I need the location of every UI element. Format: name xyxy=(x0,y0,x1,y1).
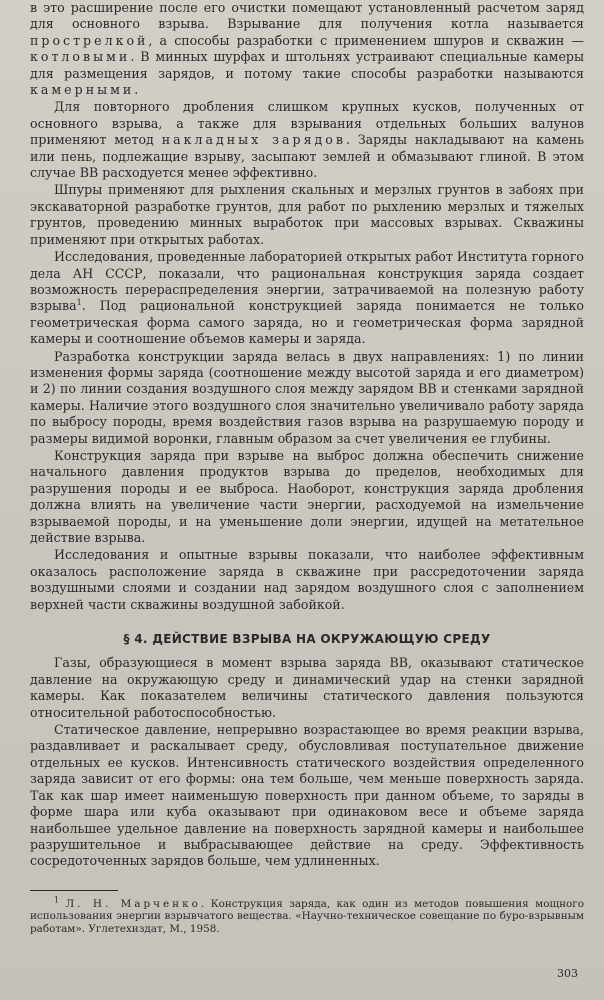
body-text xyxy=(30,0,584,870)
text-run: . Под рациональной конструкцией заряда понимается не только геометрическая форма самого заряда, но и геометрическая форма зарядной камеры и соотношение объемов камеры и заряда. xyxy=(30,298,584,347)
paragraph xyxy=(30,547,584,613)
section-paragraph-list xyxy=(30,655,584,869)
footnote-divider xyxy=(30,890,118,891)
text-run: Разработка конструкции заряда велась в двух направлениях: 1) по линии изменения формы заряда (соотношение между высотой заряда и его диаметром) и 2) по линии создания воздушного слоя между зарядом ВВ и стенками зарядной камеры. Наличие этого воздушного слоя значительно увеличивало работу заряда по выбросу породы, время воздействия газов взрыва на разрушаемую породу и размеры видимой воронки, главным образом за счет увеличения ее глубины. xyxy=(30,348,584,446)
paragraph xyxy=(30,182,584,248)
text-run: в это расширение после его очистки помещают установленный расчетом заряд для основного взрыва. Взрывание для получения котла называется xyxy=(30,0,584,32)
text-run: . Конструкция заряда, как один из методов повышения мощного использования энергии взрывчатого вещества. «Научно-техническое совещание по буро-взрывным работам». Углетехиздат, М., 1958. xyxy=(30,897,585,935)
paragraph xyxy=(30,99,584,181)
paragraph xyxy=(30,0,584,98)
spaced-emphasis: котловыми xyxy=(30,49,131,65)
text-run: Исследования, проведенные лабораторией открытых работ Института горного дела АН СССР, показали, что рациональная конструкция заряда создает возможность перераспределения энергии, затрачиваемой на полезную работу взрыва xyxy=(30,249,584,314)
spaced-emphasis: прострелкой xyxy=(30,32,149,48)
footnote-marker: 1 xyxy=(76,298,82,308)
text-run: . xyxy=(134,82,139,98)
paragraph xyxy=(30,448,584,546)
paragraph xyxy=(30,722,584,870)
spaced-emphasis: Л. Н. Марченко xyxy=(65,897,201,910)
text-run: Для повторного дробления слишком крупных кусков, полученных от основного взрыва, а также для взрывания отдельных больших валунов применяют метод xyxy=(30,99,584,148)
footnote xyxy=(30,895,585,936)
text-run: Статическое давление, непрерывно возрастающее во время реакции взрыва, раздавливает и раскалывает среду, обусловливая поступательное движение отдельных ее кусков. Интенсивность статического воздействия определенного заряда зависит от его формы: она тем больше, чем меньше поверхность заряда. Так как шар имеет наименьшую поверхность при данном объеме, то заряды в форме шара или куба оказывают при одинаковом весе и объеме заряда наибольшее удельное давление на поверхность зарядной камеры и наибольшее разрушительное и выбрасывающее действие на среду. Эффективность сосредоточенных зарядов больше, чем удлиненных. xyxy=(30,722,584,869)
paragraph xyxy=(30,655,584,721)
text-run: Газы, образующиеся в момент взрыва заряда ВВ, оказывают статическое давление на окружающую среду и динамический удар на стенки зарядной камеры. Как показателем величины статического давления пользуются относительной работоспособностью. xyxy=(30,655,584,720)
section-heading: § 4. ДЕЙСТВИЕ ВЗРЫВА НА ОКРУЖАЮЩУЮ СРЕДУ xyxy=(123,632,491,647)
footnote-marker: 1 xyxy=(54,895,60,905)
paragraph xyxy=(30,349,584,447)
text-run: . Заряды накладывают на камень или пень, подлежащие взрыву, засыпают землей и обмазывают глиной. В этом случае ВВ расходуется менее эффективно. xyxy=(30,132,584,181)
paragraph-list xyxy=(30,0,584,613)
paragraph xyxy=(30,249,584,347)
text-run: Шпуры применяют для рыхления скальных и мерзлых грунтов в забоях при экскаваторной разработке грунтов, для работ по рыхлению мерзлых и тяжелых грунтов, проведению минных выработок при массовых взрывах. Скважины применяют при открытых работах. xyxy=(30,182,584,247)
text-run: , а способы разработки с применением шпуров и скважин — xyxy=(148,32,584,48)
page-number: 303 xyxy=(557,967,578,980)
text-run: Конструкция заряда при взрыве на выброс должна обеспечить снижение начального давления продуктов взрыва до пределов, необходимых для разрушения породы и ее выброса. Наоборот, конструкция заряда дробления должна влиять на увеличение части энергии, расходуемой на измельчение взрываемой породы, и на уменьшение доли энергии, идущей на метательное действие взрыва. xyxy=(30,447,584,545)
text-run: . В минных шурфах и штольнях устраивают специальные камеры для размещения зарядов, и потому такие способы разработки называются xyxy=(30,49,584,81)
text-run: Исследования и опытные взрывы показали, что наиболее эффективным оказалось расположение заряда в скважине при рассредоточении заряда воздушными слоями и создании над зарядом воздушного слоя с заполнением верхней части скважины воздушной забойкой. xyxy=(30,547,584,612)
spaced-emphasis: камерными xyxy=(30,82,135,98)
spaced-emphasis: накладных зарядов xyxy=(161,132,346,148)
